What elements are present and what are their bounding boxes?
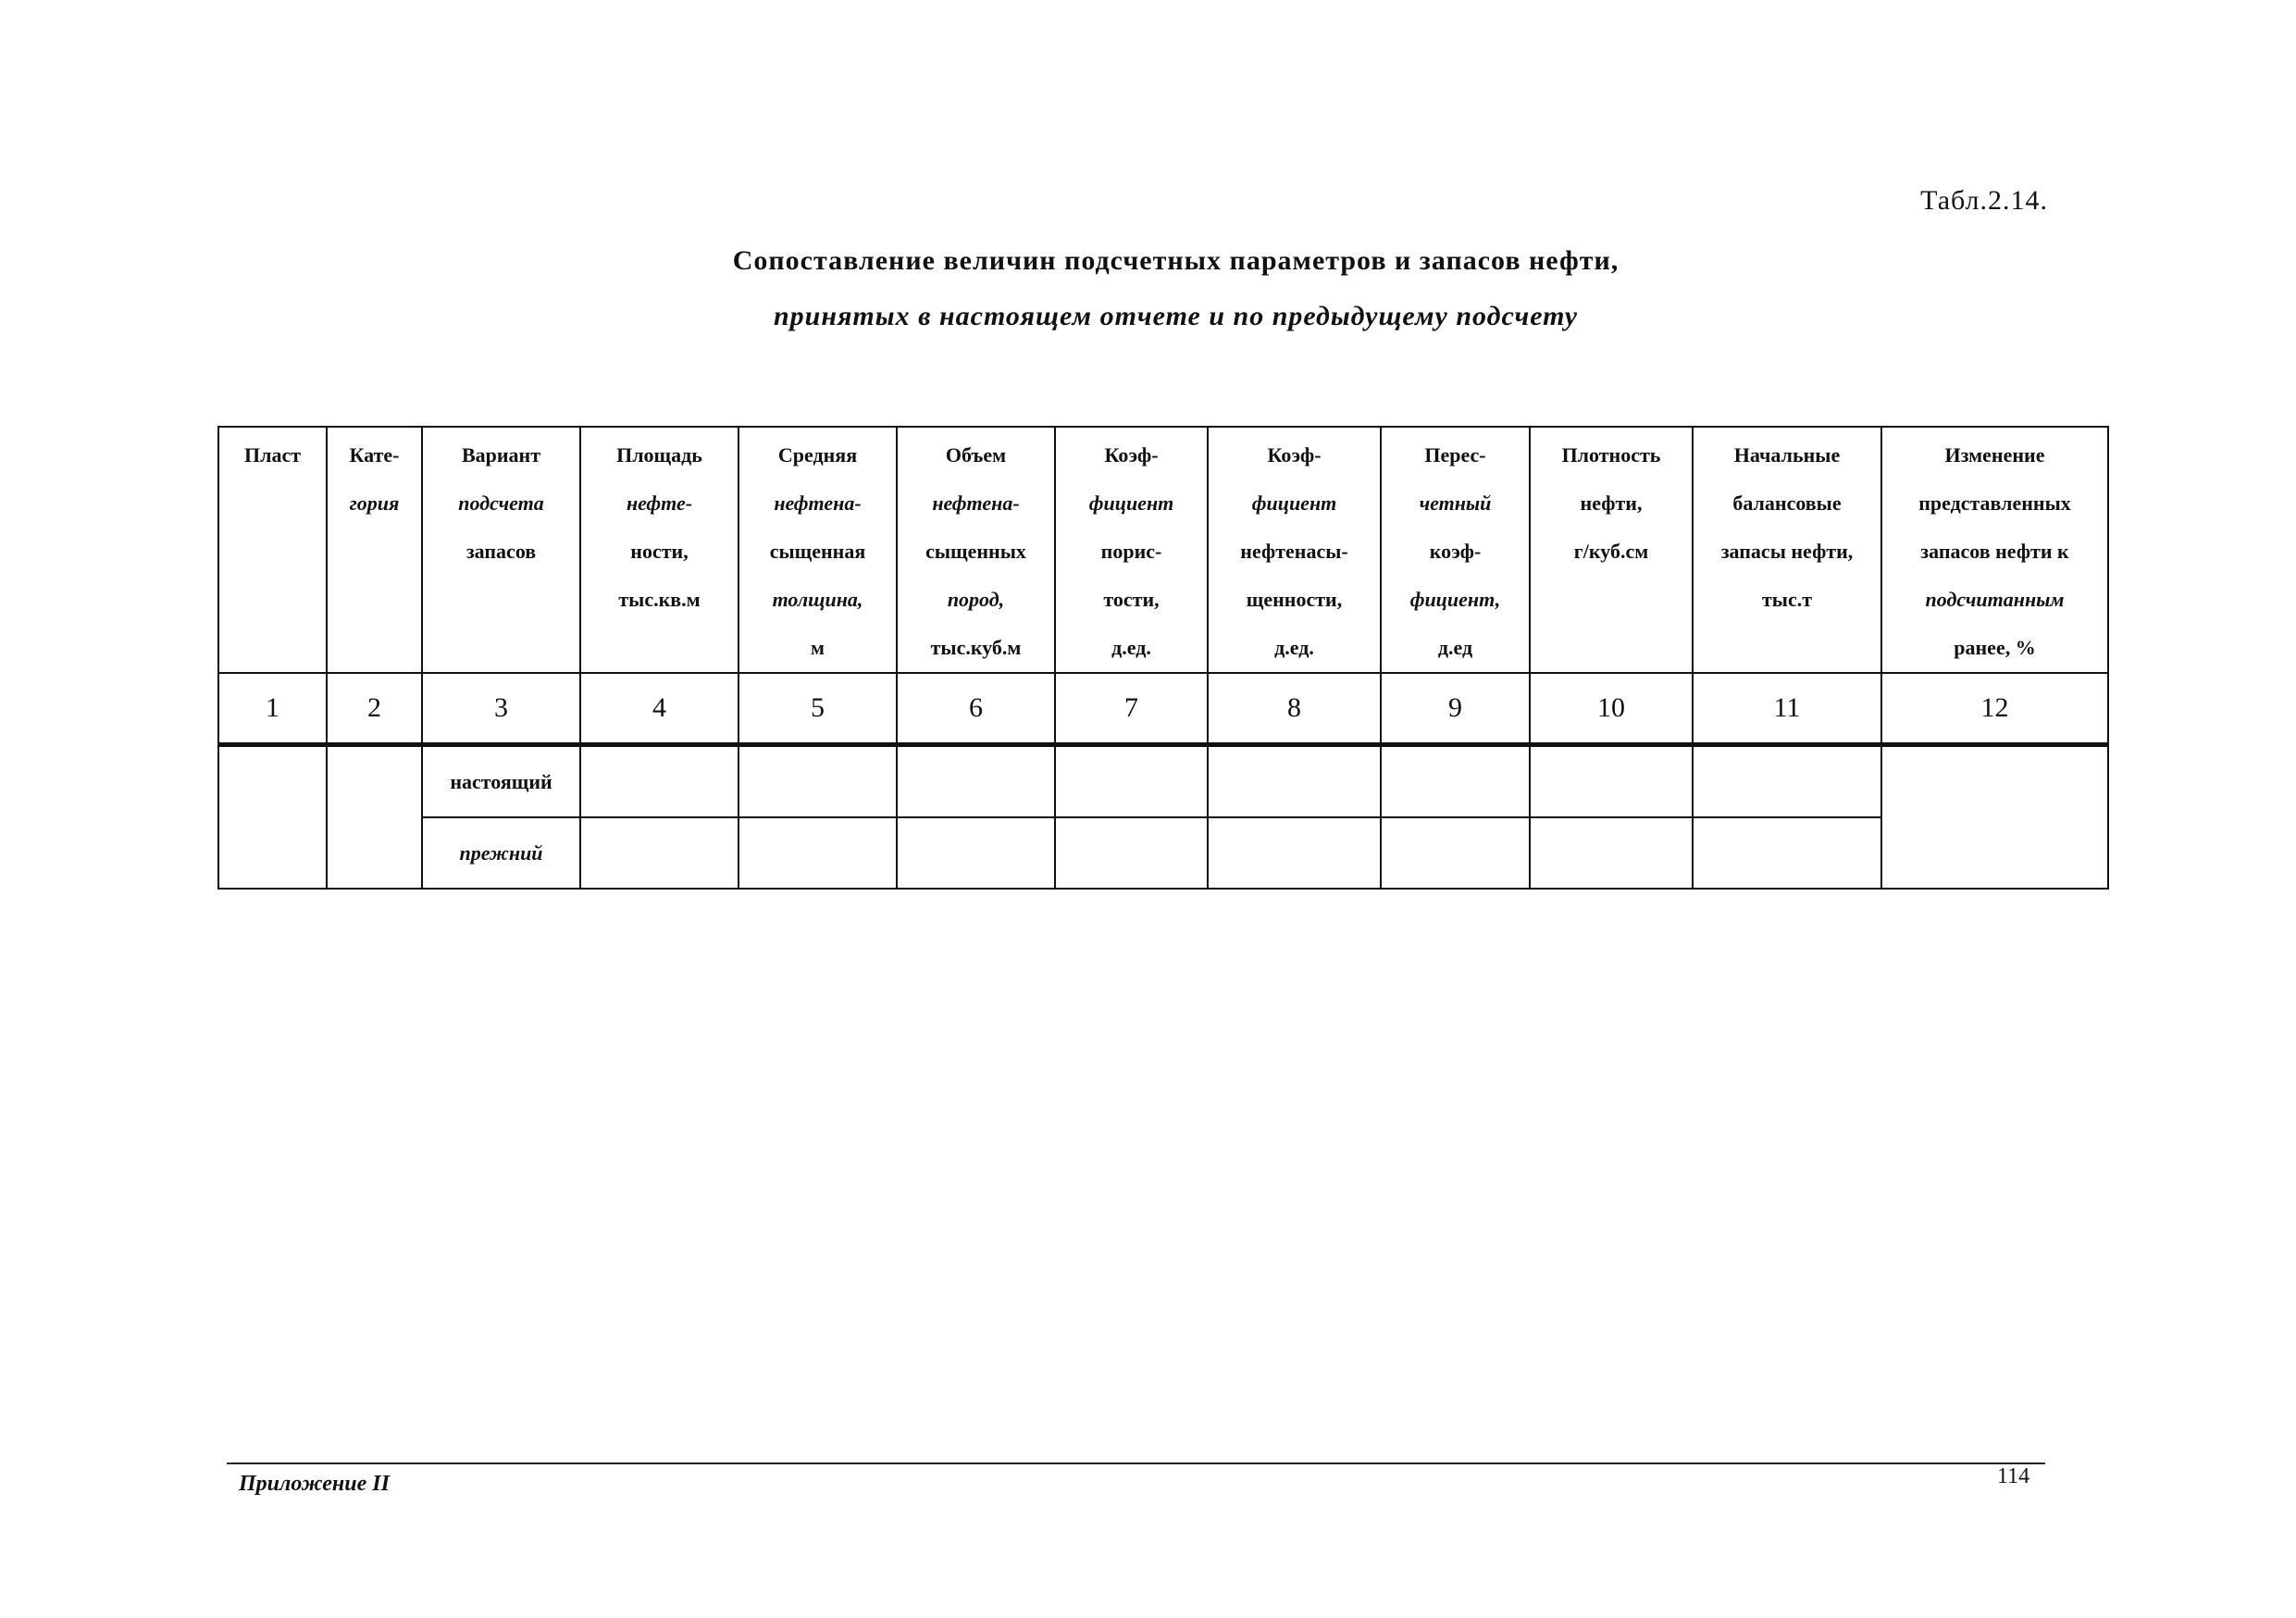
table-cell	[738, 745, 897, 818]
header-reserves-change	[1881, 427, 2108, 673]
column-number: 7	[1055, 673, 1208, 745]
header-line: подсчитанным	[1925, 588, 2065, 611]
column-number: 9	[1381, 673, 1530, 745]
header-line: Пласт	[243, 443, 302, 467]
column-number: 4	[580, 673, 738, 745]
header-thickness	[738, 427, 897, 673]
table-cell	[1693, 817, 1881, 889]
header-category	[327, 427, 422, 673]
column-number: 12	[1881, 673, 2108, 745]
header-line: д.ед	[1437, 636, 1473, 659]
table-cell	[897, 817, 1055, 889]
header-plast	[218, 427, 327, 673]
header-line: гория	[349, 492, 400, 515]
header-line: тости,	[1103, 588, 1160, 611]
comparison-table	[217, 426, 2109, 890]
header-line: ранее, %	[1954, 636, 2036, 659]
header-line: м	[811, 636, 825, 659]
header-line: Средняя	[777, 443, 858, 467]
column-number: 6	[897, 673, 1055, 745]
document-title-line-1: Сопоставление величин подсчетных параметров и запасов нефти,	[732, 245, 1620, 276]
table-cell	[1055, 817, 1208, 889]
table-cell	[897, 745, 1055, 818]
cell-variant-current: настоящий	[422, 745, 580, 818]
header-line: нефте-	[626, 492, 693, 515]
column-number-row	[218, 673, 2108, 745]
cell-category	[327, 745, 422, 890]
header-line: представленных	[1918, 492, 2071, 515]
header-line: фициент	[1251, 492, 1337, 515]
table-header-row	[218, 427, 2108, 673]
header-area	[580, 427, 738, 673]
header-line: Изменение	[1944, 443, 2045, 467]
header-line: ности,	[630, 540, 689, 563]
header-line: д.ед.	[1111, 636, 1151, 659]
header-line: Коэф-	[1104, 443, 1159, 467]
cell-reserves-change	[1881, 745, 2108, 890]
cell-variant-previous: прежний	[422, 817, 580, 889]
column-number: 5	[738, 673, 897, 745]
header-line: Коэф-	[1267, 443, 1322, 467]
header-line: толщина,	[772, 588, 863, 611]
header-line: балансовые	[1732, 492, 1842, 515]
header-conversion-factor	[1381, 427, 1530, 673]
page-number: 114	[1997, 1464, 2030, 1488]
header-density	[1530, 427, 1693, 673]
column-number: 3	[422, 673, 580, 745]
header-volume	[897, 427, 1055, 673]
header-line: фициент	[1088, 492, 1174, 515]
table-cell	[738, 817, 897, 889]
cell-plast	[218, 745, 327, 890]
footer-appendix-label: Приложение II	[239, 1472, 390, 1496]
header-line: запасов	[465, 540, 537, 563]
header-line: Вариант	[461, 443, 541, 467]
table-cell	[1208, 817, 1381, 889]
header-line: запасов нефти к	[1920, 540, 2069, 563]
header-line: подсчета	[458, 492, 544, 515]
header-line: пород,	[947, 588, 1005, 611]
table-cell	[580, 817, 738, 889]
footer-divider	[227, 1462, 2045, 1464]
table-cell	[1208, 745, 1381, 818]
header-line: Начальные	[1733, 443, 1841, 467]
header-line: тыс.т	[1761, 588, 1813, 611]
header-line: щенности,	[1246, 588, 1343, 611]
header-line: фициент,	[1409, 588, 1501, 611]
header-line: сыщенная	[769, 540, 866, 563]
header-oil-saturation	[1208, 427, 1381, 673]
table-cell	[1693, 745, 1881, 818]
header-line: нефти,	[1580, 492, 1643, 515]
table-cell	[1381, 817, 1530, 889]
header-line: тыс.кв.м	[618, 588, 701, 611]
header-line: нефтена-	[774, 492, 862, 515]
table-number: Табл.2.14.	[1920, 185, 2048, 216]
header-line: Площадь	[616, 443, 702, 467]
table-cell	[1530, 817, 1693, 889]
header-line: Объем	[945, 443, 1007, 467]
header-line: г/куб.см	[1573, 540, 1649, 563]
table-row	[218, 817, 2108, 889]
column-number: 2	[327, 673, 422, 745]
header-line: Плотность	[1561, 443, 1661, 467]
header-line: четный	[1419, 492, 1492, 515]
table-row	[218, 745, 2108, 818]
header-line: Кате-	[349, 443, 400, 467]
column-number: 11	[1693, 673, 1881, 745]
column-number: 1	[218, 673, 327, 745]
table-cell	[580, 745, 738, 818]
column-number: 8	[1208, 673, 1381, 745]
document-title-line-2: принятых в настоящем отчете и по предыдущему подсчету	[773, 301, 1579, 331]
table-cell	[1381, 745, 1530, 818]
header-porosity	[1055, 427, 1208, 673]
header-line: коэф-	[1429, 540, 1482, 563]
table-cell	[1055, 745, 1208, 818]
header-line: сыщенных	[925, 540, 1026, 563]
header-line: порис-	[1100, 540, 1162, 563]
header-line: запасы нефти,	[1720, 540, 1854, 563]
header-line: Перес-	[1424, 443, 1486, 467]
header-variant	[422, 427, 580, 673]
header-line: нефтенасы-	[1240, 540, 1348, 563]
header-line: нефтена-	[932, 492, 1020, 515]
column-number: 10	[1530, 673, 1693, 745]
header-initial-reserves	[1693, 427, 1881, 673]
header-line: д.ед.	[1274, 636, 1314, 659]
header-line: тыс.куб.м	[930, 636, 1022, 659]
table-cell	[1530, 745, 1693, 818]
